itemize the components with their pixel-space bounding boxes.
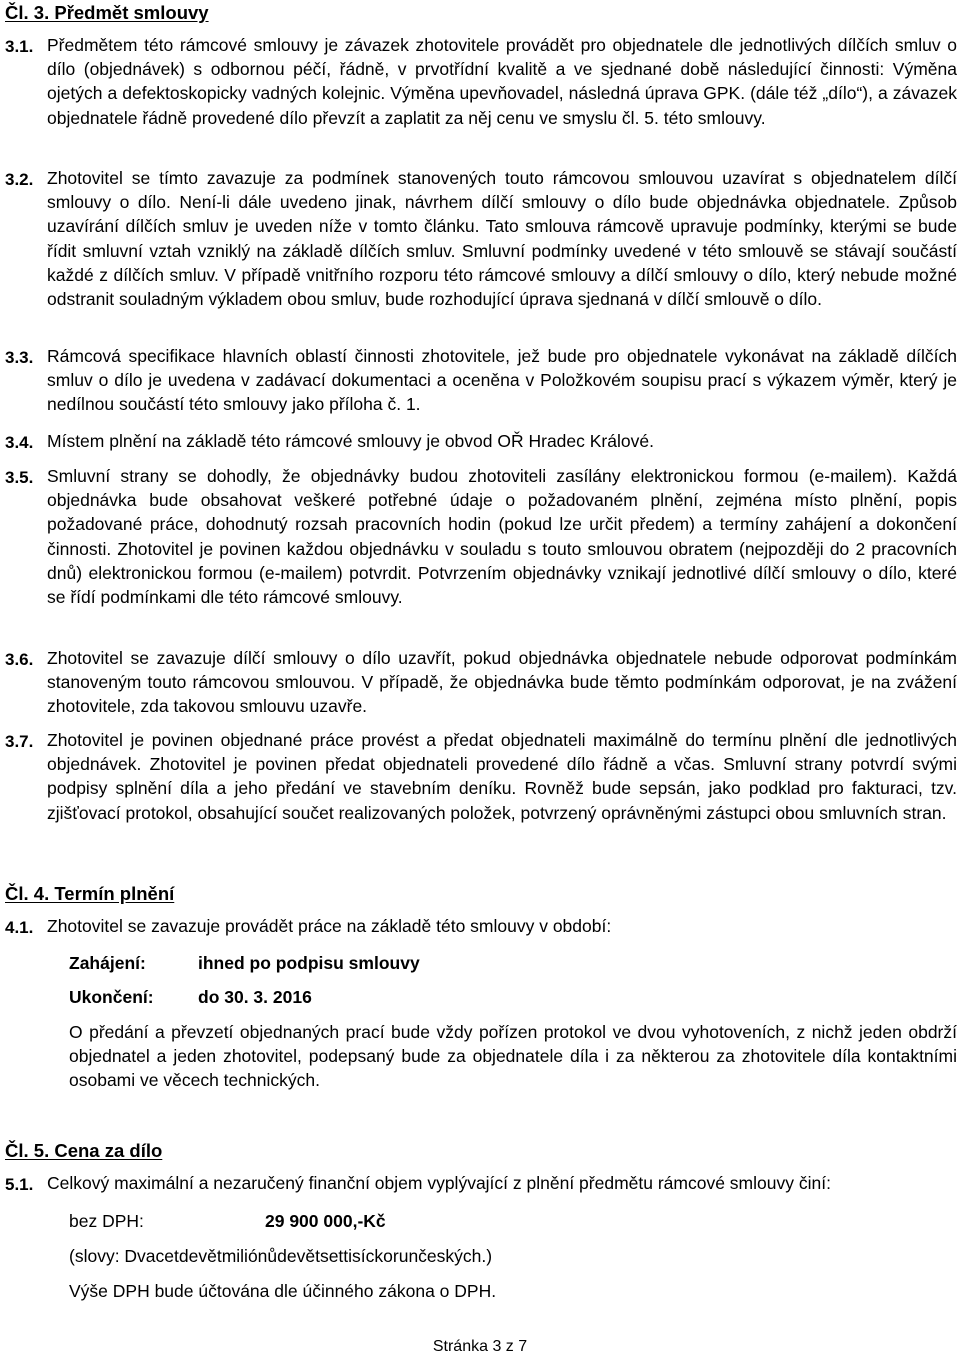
article-5-heading: Čl. 5. Cena za dílo xyxy=(5,1140,163,1161)
clause-number-5-1: 5.1. xyxy=(5,1175,34,1194)
clause-4-1-text: Zhotovitel se zavazuje provádět práce na základě této smlouvy v období: xyxy=(47,916,612,936)
clause-3-1-text: Předmětem této rámcové smlouvy je závazek zhotovitele provádět pro objednatele dle jednotlivých dílčích smluv o dílo (objednávek) s odbornou péčí, řádně, v prvotřídní kvalitě a ve sjednané době následující činnosti: Výměna ojetých a defektoskopicky vadných kolejnic. Výměna upevňovadel, následná úprava GPK. (dále též „dílo“), a závazek objednatele řádně provedené dílo převzít a zaplatit za něj cenu ve smyslu čl. 5. této smlouvy. xyxy=(47,35,957,128)
clause-number-3-6: 3.6. xyxy=(5,650,34,669)
clause-number-3-1: 3.1. xyxy=(5,37,34,56)
start-value: ihned po podpisu smlouvy xyxy=(198,953,420,973)
clause-3-6-text: Zhotovitel se zavazuje dílčí smlouvy o dílo uzavřít, pokud objednávka objednatele nebude odporovat podmínkám stanoveným touto rámcovou smlouvou. V případě, že objednávka bude těmto podmínkám odporovat, je na zvážení zhotovitele, zda takovou smlouvu uzavře. xyxy=(47,648,957,717)
protocol-paragraph: O předání a převzetí objednaných prací bude vždy pořízen protokol ve dvou vyhotoveních, z nichž jeden obdrží objednatel a jeden zhotovitel, podepsaný bude za objednatele díla i za některou za zhotovitele díla kontaktními osobami ve věcech technických. xyxy=(69,1022,957,1091)
clause-number-4-1: 4.1. xyxy=(5,918,34,937)
price-value: 29 900 000,-Kč xyxy=(265,1211,386,1231)
clause-3-5-text: Smluvní strany se dohodly, že objednávky budou zhotoviteli zasílány elektronickou formou (e-mailem). Každá objednávka bude obsahovat veškeré potřebné údaje o požadovaném plnění, zejména místo plnění, popis požadované práce, dohodnutý rozsah pracovních hodin (pokud lze určit předem) a termíny zahájení a dokončení činnosti. Zhotovitel je povinen každou objednávku v souladu s touto smlouvou obratem (nejpozději do 2 pracovních dnů) elektronickou formou (e-mailem) potvrdit. Potvrzením objednávky vznikají jednotlivé dílčí smlouvy o dílo, které se řídí podmínkami dle této rámcové smlouvy. xyxy=(47,466,957,608)
clause-3-2-text: Zhotovitel se tímto zavazuje za podmínek stanovených touto rámcovou smlouvou uzavírat s objednatelem dílčí smlouvy o dílo. Není-li dále uvedeno jinak, návrhem dílčí smlouvy o dílo bude objednávka objednatele. Způsob uzavírání dílčích smluv je uveden níže v tomto článku. Tato smlouva rámcově upravuje podmínky, kterými se bude řídit smluvní vztah vzniklý na základě dílčích smluv. Smluvní podmínky uvedené v této smlouvě se stávají součástí každé z dílčích smluv. V případě vnitřního rozporu této rámcové smlouvy a dílčí smlouvy o dílo, který nebude možné odstranit souladným výkladem obou smluv, bude rozhodující úprava sjednaná v dílčí smlouvě o dílo. xyxy=(47,168,957,310)
price-in-words: (slovy: Dvacetdevětmiliónůdevětsettisíckorunčeských.) xyxy=(69,1246,493,1266)
start-label: Zahájení: xyxy=(69,953,146,973)
clause-3-3-text: Rámcová specifikace hlavních oblastí činnosti zhotovitele, jež bude pro objednatele vykonávat na základě dílčích smluv o dílo je uvedena v zadávací dokumentaci a oceněna v Položkovém soupisu prací s výkazem výměr, který je nedílnou součástí této smlouvy jako příloha č. 1. xyxy=(47,346,957,415)
clause-number-3-2: 3.2. xyxy=(5,170,34,189)
clause-number-3-4: 3.4. xyxy=(5,433,34,452)
end-value: do 30. 3. 2016 xyxy=(198,987,312,1007)
article-3-heading: Čl. 3. Předmět smlouvy xyxy=(5,2,209,23)
clause-3-7-text: Zhotovitel je povinen objednané práce provést a předat objednateli maximálně do termínu plnění dle jednotlivých objednávek. Zhotovitel je povinen předat objednateli provedené dílo řádně a včas. Smluvní strany potvrdí svými podpisy splnění díla a jeho předání ve stavebním deníku. Rovněž bude sepsán, jako podklad pro fakturaci, tzv. zjišťovací protokol, obsahující součet realizovaných položek, potvrzený oprávněnými zástupci obou smluvních stran. xyxy=(47,730,957,823)
article-4-heading: Čl. 4. Termín plnění xyxy=(5,883,175,904)
end-label: Ukončení: xyxy=(69,987,154,1007)
clause-5-1-text: Celkový maximální a nezaručený finanční objem vyplývající z plnění předmětu rámcové smlouvy činí: xyxy=(47,1173,831,1193)
vat-note: Výše DPH bude účtována dle účinného zákona o DPH. xyxy=(69,1281,497,1301)
clause-number-3-3: 3.3. xyxy=(5,348,34,367)
clause-number-3-7: 3.7. xyxy=(5,732,34,751)
clause-number-3-5: 3.5. xyxy=(5,468,34,487)
page-footer: Stránka 3 z 7 xyxy=(432,1338,528,1355)
price-label: bez DPH: xyxy=(69,1211,144,1231)
clause-3-4-text: Místem plnění na základě této rámcové smlouvy je obvod OŘ Hradec Králové. xyxy=(47,431,654,451)
